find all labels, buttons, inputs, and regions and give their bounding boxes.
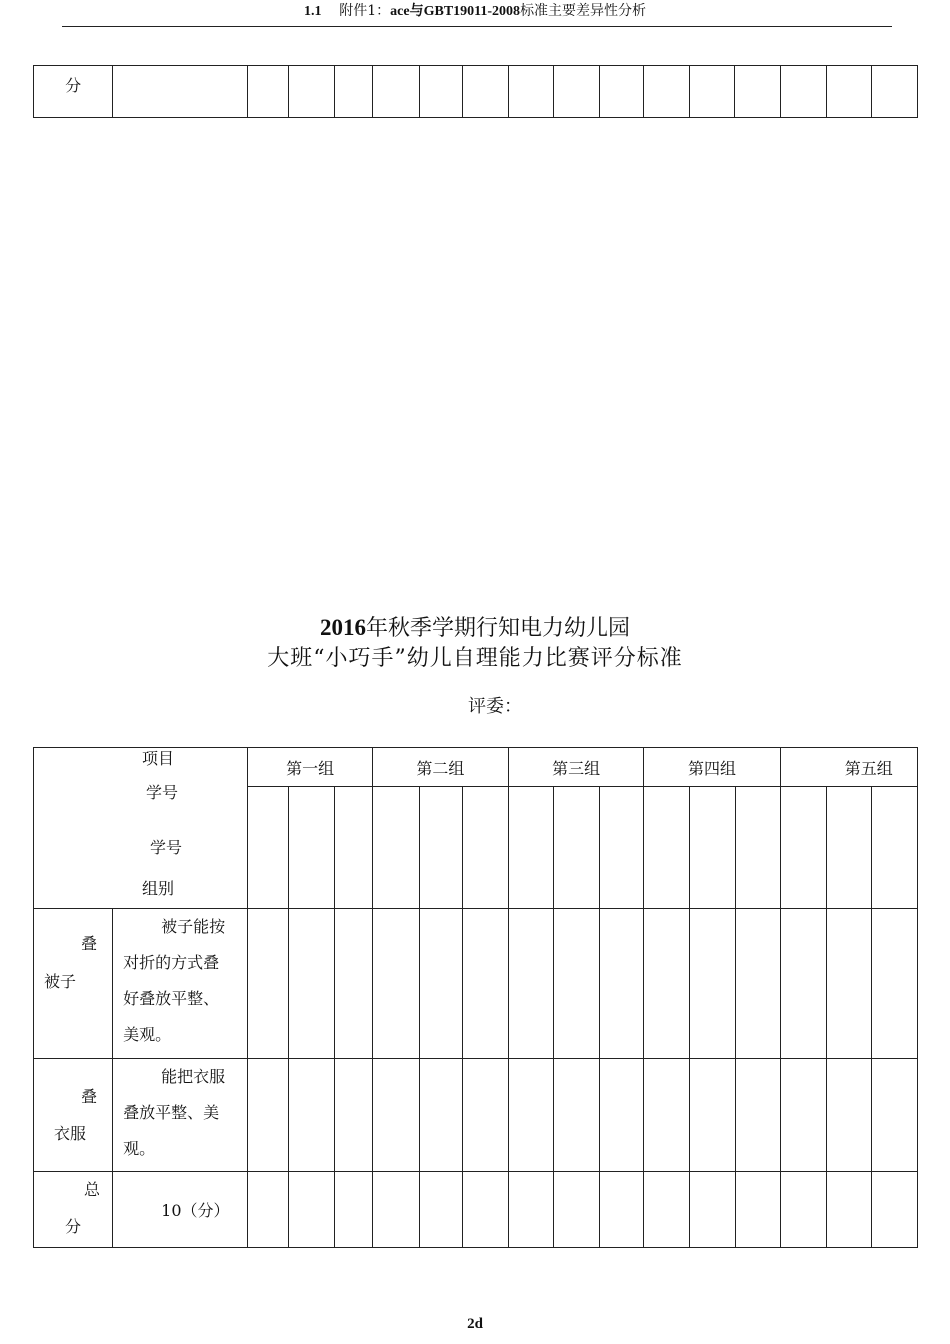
table-row — [34, 66, 918, 118]
table-cell — [554, 1172, 600, 1248]
table-cell — [644, 66, 690, 118]
table-cell — [600, 66, 644, 118]
table-cell — [780, 787, 826, 909]
header-item: 项目 — [142, 749, 175, 768]
table-cell — [690, 787, 735, 909]
table-cell — [690, 909, 735, 1059]
table-cell — [826, 66, 871, 118]
table-cell — [288, 787, 334, 909]
header-student-no: 学号 — [146, 783, 179, 802]
table-cell — [462, 1172, 508, 1248]
table-cell — [288, 1059, 334, 1172]
title-line1: 年秋季学期行知电力幼儿园 — [365, 616, 630, 641]
header-bold: ace与GBT19011-2008 — [390, 4, 521, 19]
item-fold-clothes: 叠 衣服 — [34, 1059, 113, 1172]
page-number: 2d — [467, 1316, 483, 1332]
table-cell — [600, 1172, 644, 1248]
table-cell — [462, 1059, 508, 1172]
table-cell — [735, 787, 780, 909]
group-header-3: 第三组 — [509, 748, 644, 787]
table-cell — [372, 909, 419, 1059]
table-cell — [334, 909, 372, 1059]
table-cell — [554, 909, 600, 1059]
table-cell — [509, 1172, 554, 1248]
judges-label: 评委： — [468, 696, 522, 717]
table-cell — [372, 66, 419, 118]
table-cell — [248, 1059, 288, 1172]
group-header-2: 第二组 — [372, 748, 508, 787]
table-cell — [690, 66, 735, 118]
criteria-fold-clothes: 能把衣服 叠放平整、美 观。 — [113, 1059, 248, 1172]
table-row — [34, 1172, 918, 1248]
table-cell — [248, 1172, 288, 1248]
item-fold-quilt: 叠 被子 — [34, 909, 113, 1059]
table-cell — [871, 1059, 917, 1172]
page-title — [0, 612, 950, 645]
table-cell — [419, 1059, 462, 1172]
table-cell — [871, 1172, 917, 1248]
table-header-row — [34, 748, 918, 787]
table-cell — [509, 66, 554, 118]
table-cell — [780, 1172, 826, 1248]
table-cell — [334, 1172, 372, 1248]
table-cell — [871, 787, 917, 909]
table-cell — [690, 1172, 735, 1248]
table-cell — [248, 787, 288, 909]
table-cell — [509, 787, 554, 909]
score-table — [33, 747, 918, 1248]
table-cell — [462, 909, 508, 1059]
table-cell — [554, 66, 600, 118]
table-cell — [826, 1172, 871, 1248]
table-cell — [735, 66, 780, 118]
table-cell — [334, 1059, 372, 1172]
table-cell — [644, 1172, 690, 1248]
table-cell — [248, 909, 288, 1059]
table-cell — [462, 787, 508, 909]
table-cell — [372, 787, 419, 909]
table-cell — [509, 909, 554, 1059]
table-cell — [554, 787, 600, 909]
table-cell — [735, 1172, 780, 1248]
table-cell — [644, 787, 690, 909]
table-cell — [419, 909, 462, 1059]
header-prefix: 附件1： — [339, 3, 391, 19]
table-cell — [826, 909, 871, 1059]
table-cell — [690, 1059, 735, 1172]
header-suffix: 标准主要差异性分析 — [520, 3, 647, 19]
group-header-1: 第一组 — [248, 748, 372, 787]
header-section: 1.1 — [303, 4, 322, 19]
table-cell — [644, 1059, 690, 1172]
table-row — [34, 909, 918, 1059]
table-cell — [780, 66, 826, 118]
table-cell — [462, 66, 508, 118]
table-cell — [871, 909, 917, 1059]
table-cell — [372, 1059, 419, 1172]
page-header — [0, 2, 950, 21]
table-cell — [780, 909, 826, 1059]
header-student-no-2: 学号 — [150, 838, 183, 857]
table-cell — [871, 66, 917, 118]
table-cell — [248, 66, 288, 118]
table-cell — [509, 1059, 554, 1172]
header-group: 组别 — [142, 879, 175, 898]
table-cell — [600, 787, 644, 909]
table-cell — [644, 909, 690, 1059]
table-cell — [735, 909, 780, 1059]
table-cell — [372, 1172, 419, 1248]
table-cell — [780, 1059, 826, 1172]
table-cell — [288, 909, 334, 1059]
table-cell — [826, 787, 871, 909]
title-year: 2016 — [319, 615, 366, 640]
score-label: 分 — [34, 66, 113, 118]
table-cell — [419, 66, 462, 118]
table-cell — [419, 1172, 462, 1248]
group-header-4: 第四组 — [644, 748, 780, 787]
header-rule — [62, 26, 892, 27]
item-total: 总 分 — [34, 1172, 113, 1248]
header-diagonal-cell — [34, 748, 248, 909]
table-cell — [288, 1172, 334, 1248]
table-cell — [419, 787, 462, 909]
criteria-fold-quilt: 被子能按 对折的方式叠 好叠放平整、 美观。 — [113, 909, 248, 1059]
table-cell — [600, 909, 644, 1059]
table-cell — [113, 66, 248, 118]
table-cell — [334, 787, 372, 909]
page-subtitle: 大班“小巧手”幼儿自理能力比赛评分标准 — [267, 646, 683, 671]
table-cell — [554, 1059, 600, 1172]
table-row — [34, 1059, 918, 1172]
table-cell — [826, 1059, 871, 1172]
table-cell — [334, 66, 372, 118]
table-cell — [600, 1059, 644, 1172]
top-table — [33, 65, 918, 118]
table-cell — [735, 1059, 780, 1172]
total-points: 10（分） — [113, 1172, 248, 1248]
group-header-5: 第五组 — [780, 748, 917, 787]
table-cell — [288, 66, 334, 118]
